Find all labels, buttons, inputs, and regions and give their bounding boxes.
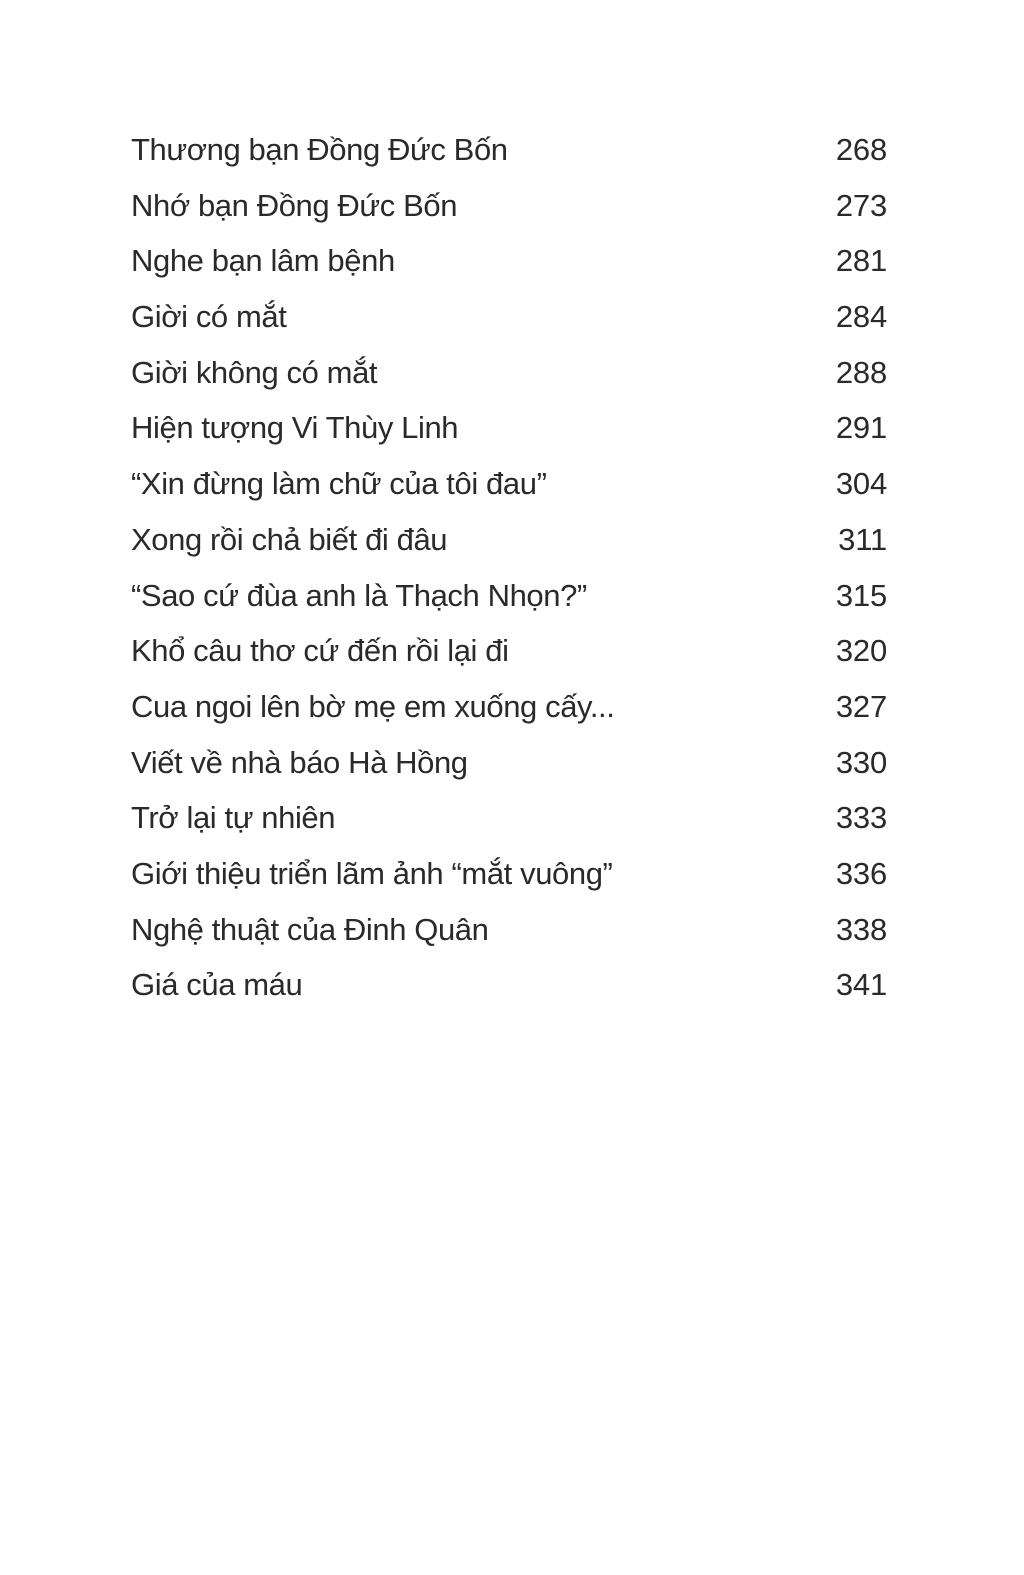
toc-entry-title: Khổ câu thơ cứ đến rồi lại đi	[131, 633, 509, 669]
toc-entry-page: 281	[835, 243, 887, 279]
toc-entry	[131, 568, 887, 624]
toc-entry-page: 311	[838, 521, 887, 557]
toc-entry-title: Cua ngoi lên bờ mẹ em xuống cấy...	[131, 688, 615, 724]
toc-entry-title: Giời có mắt	[131, 299, 287, 335]
toc-entry-title: Trở lại tự nhiên	[131, 800, 336, 836]
toc-entry-page: 341	[835, 967, 887, 1003]
toc-entry-page: 330	[835, 744, 887, 780]
toc-entry	[131, 623, 887, 679]
toc-entry-page: 268	[835, 132, 887, 167]
toc-entry-page: 338	[835, 911, 887, 947]
toc-entry-title: “Sao cứ đùa anh là Thạch Nhọn?”	[131, 577, 587, 613]
toc-entry-title: Giới thiệu triển lãm ảnh “mắt vuông”	[131, 855, 613, 891]
toc-entry-title: Viết về nhà báo Hà Hồng	[131, 744, 468, 780]
toc-entry-title: Nghe bạn lâm bệnh	[131, 243, 395, 279]
toc-entry-title: Nghệ thuật của Đinh Quân	[131, 911, 489, 947]
toc-entry	[131, 345, 887, 401]
toc-entry-title: Hiện tượng Vi Thùy Linh	[131, 410, 459, 446]
toc-entry	[131, 846, 887, 902]
toc-entry-title: Xong rồi chả biết đi đâu	[131, 521, 448, 557]
toc-entry	[131, 902, 887, 958]
toc-entry-title: Thương bạn Đồng Đức Bốn	[131, 132, 508, 167]
toc-entry	[131, 233, 887, 289]
toc-entry-page: 304	[835, 466, 887, 502]
toc-entry-page: 273	[835, 187, 887, 223]
toc-entry-page: 288	[835, 354, 887, 390]
toc-entry	[131, 512, 887, 568]
toc-entry-page: 336	[835, 855, 887, 891]
toc-entry-page: 327	[835, 688, 887, 724]
toc-entry-page: 333	[835, 800, 887, 836]
toc-entry-page: 320	[835, 633, 887, 669]
toc-entry	[131, 790, 887, 846]
toc-entry-title: Nhớ bạn Đồng Đức Bốn	[131, 187, 458, 223]
toc-entry-title: Giá của máu	[131, 967, 303, 1003]
toc-entry	[131, 679, 887, 735]
toc-entry	[131, 957, 887, 1013]
toc-entry-page: 315	[835, 577, 887, 613]
toc-entry	[131, 178, 887, 234]
toc-entry	[131, 400, 887, 456]
toc-entry-page: 284	[835, 299, 887, 335]
toc-entry	[131, 456, 887, 512]
toc-entry	[131, 122, 887, 178]
toc-entry-title: Giời không có mắt	[131, 354, 378, 390]
table-of-contents	[131, 122, 887, 1013]
toc-entry-title: “Xin đừng làm chữ của tôi đau”	[131, 466, 547, 502]
toc-entry-page: 291	[835, 410, 887, 446]
toc-entry	[131, 289, 887, 345]
toc-entry	[131, 735, 887, 791]
